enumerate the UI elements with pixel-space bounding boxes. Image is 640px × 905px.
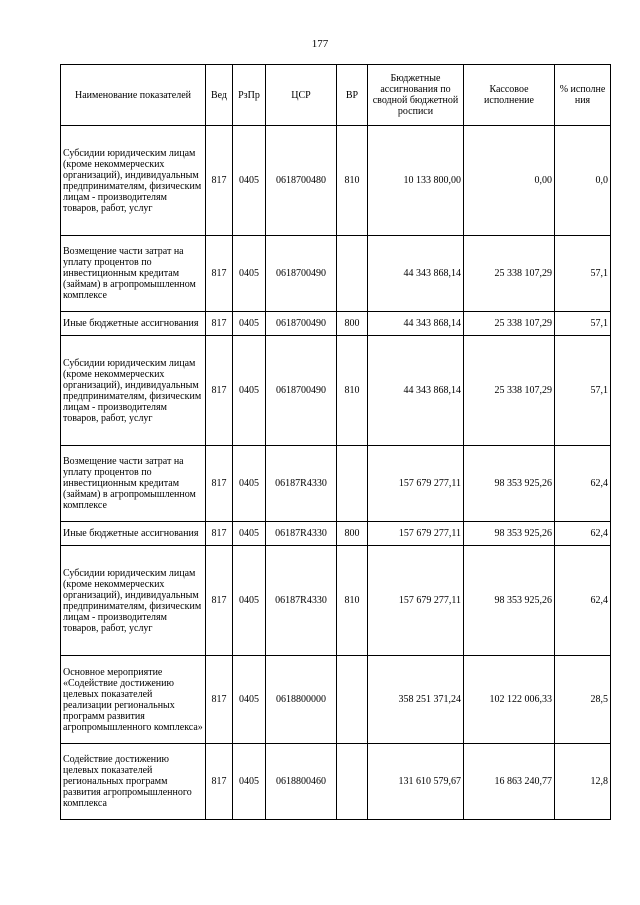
row-vr: 810 <box>337 126 368 236</box>
row-ved: 817 <box>206 336 233 446</box>
row-rzpr: 0405 <box>233 656 266 744</box>
row-pct: 28,5 <box>555 656 611 744</box>
row-budget: 44 343 868,14 <box>368 236 464 312</box>
header-vr: ВР <box>337 65 368 126</box>
row-name: Иные бюджетные ассигнования <box>61 522 206 546</box>
header-rzpr: РзПр <box>233 65 266 126</box>
row-vr <box>337 236 368 312</box>
row-cash: 16 863 240,77 <box>464 744 555 820</box>
row-rzpr: 0405 <box>233 744 266 820</box>
row-name: Иные бюджетные ассигнования <box>61 312 206 336</box>
row-rzpr: 0405 <box>233 236 266 312</box>
table-header-row <box>61 65 611 126</box>
row-pct: 62,4 <box>555 546 611 656</box>
header-budget: Бюджетные ассигнования по сводной бюджетной росписи <box>368 65 464 126</box>
row-csr: 06187R4330 <box>266 546 337 656</box>
table-row <box>61 446 611 522</box>
row-cash: 98 353 925,26 <box>464 522 555 546</box>
page-number: 177 <box>311 38 329 50</box>
table-row <box>61 546 611 656</box>
row-csr: 0618800460 <box>266 744 337 820</box>
row-csr: 06187R4330 <box>266 446 337 522</box>
row-cash: 25 338 107,29 <box>464 312 555 336</box>
row-budget: 157 679 277,11 <box>368 546 464 656</box>
row-rzpr: 0405 <box>233 312 266 336</box>
row-budget: 10 133 800,00 <box>368 126 464 236</box>
row-ved: 817 <box>206 522 233 546</box>
table-row <box>61 336 611 446</box>
row-vr <box>337 446 368 522</box>
row-ved: 817 <box>206 236 233 312</box>
row-cash: 102 122 006,33 <box>464 656 555 744</box>
row-rzpr: 0405 <box>233 446 266 522</box>
table-row <box>61 522 611 546</box>
row-pct: 62,4 <box>555 446 611 522</box>
header-name: Наименование показателей <box>61 65 206 126</box>
row-ved: 817 <box>206 312 233 336</box>
row-budget: 358 251 371,24 <box>368 656 464 744</box>
header-cash: Кассовое исполнение <box>464 65 555 126</box>
row-ved: 817 <box>206 446 233 522</box>
row-pct: 57,1 <box>555 236 611 312</box>
row-name: Основное мероприятие «Содействие достижению целевых показателей реализации региональных программ развития агропромышленного комплекса» <box>61 656 206 744</box>
row-cash: 25 338 107,29 <box>464 336 555 446</box>
row-pct: 0,0 <box>555 126 611 236</box>
row-vr: 800 <box>337 522 368 546</box>
table-row <box>61 236 611 312</box>
header-pct: % исполне ния <box>555 65 611 126</box>
header-ved: Вед <box>206 65 233 126</box>
table-row <box>61 656 611 744</box>
table-row <box>61 744 611 820</box>
row-budget: 157 679 277,11 <box>368 522 464 546</box>
row-csr: 0618700490 <box>266 336 337 446</box>
row-ved: 817 <box>206 656 233 744</box>
row-name: Субсидии юридическим лицам (кроме некоммерческих организаций), индивидуальным предпринимателям, физическим лицам - производителям товаров, работ, услуг <box>61 546 206 656</box>
row-vr: 800 <box>337 312 368 336</box>
row-csr: 0618800000 <box>266 656 337 744</box>
row-pct: 57,1 <box>555 336 611 446</box>
table-row <box>61 126 611 236</box>
row-ved: 817 <box>206 744 233 820</box>
row-budget: 44 343 868,14 <box>368 336 464 446</box>
row-pct: 12,8 <box>555 744 611 820</box>
row-csr: 06187R4330 <box>266 522 337 546</box>
row-csr: 0618700480 <box>266 126 337 236</box>
header-csr: ЦСР <box>266 65 337 126</box>
row-vr: 810 <box>337 546 368 656</box>
row-ved: 817 <box>206 126 233 236</box>
row-budget: 131 610 579,67 <box>368 744 464 820</box>
table-row <box>61 312 611 336</box>
row-vr: 810 <box>337 336 368 446</box>
row-ved: 817 <box>206 546 233 656</box>
row-cash: 0,00 <box>464 126 555 236</box>
row-rzpr: 0405 <box>233 546 266 656</box>
row-pct: 62,4 <box>555 522 611 546</box>
row-cash: 98 353 925,26 <box>464 546 555 656</box>
row-rzpr: 0405 <box>233 126 266 236</box>
row-name: Возмещение части затрат на уплату процентов по инвестиционным кредитам (займам) в агропромышленном комплексе <box>61 446 206 522</box>
row-pct: 57,1 <box>555 312 611 336</box>
row-vr <box>337 744 368 820</box>
row-name: Субсидии юридическим лицам (кроме некоммерческих организаций), индивидуальным предпринимателям, физическим лицам - производителям товаров, работ, услуг <box>61 336 206 446</box>
row-csr: 0618700490 <box>266 312 337 336</box>
row-budget: 157 679 277,11 <box>368 446 464 522</box>
row-rzpr: 0405 <box>233 522 266 546</box>
budget-execution-table <box>60 64 611 820</box>
row-rzpr: 0405 <box>233 336 266 446</box>
row-name: Содействие достижению целевых показателей региональных программ развития агропромышленного комплекса <box>61 744 206 820</box>
row-budget: 44 343 868,14 <box>368 312 464 336</box>
row-csr: 0618700490 <box>266 236 337 312</box>
row-vr <box>337 656 368 744</box>
row-cash: 25 338 107,29 <box>464 236 555 312</box>
row-cash: 98 353 925,26 <box>464 446 555 522</box>
row-name: Возмещение части затрат на уплату процентов по инвестиционным кредитам (займам) в агропромышленном комплексе <box>61 236 206 312</box>
row-name: Субсидии юридическим лицам (кроме некоммерческих организаций), индивидуальным предпринимателям, физическим лицам - производителям товаров, работ, услуг <box>61 126 206 236</box>
